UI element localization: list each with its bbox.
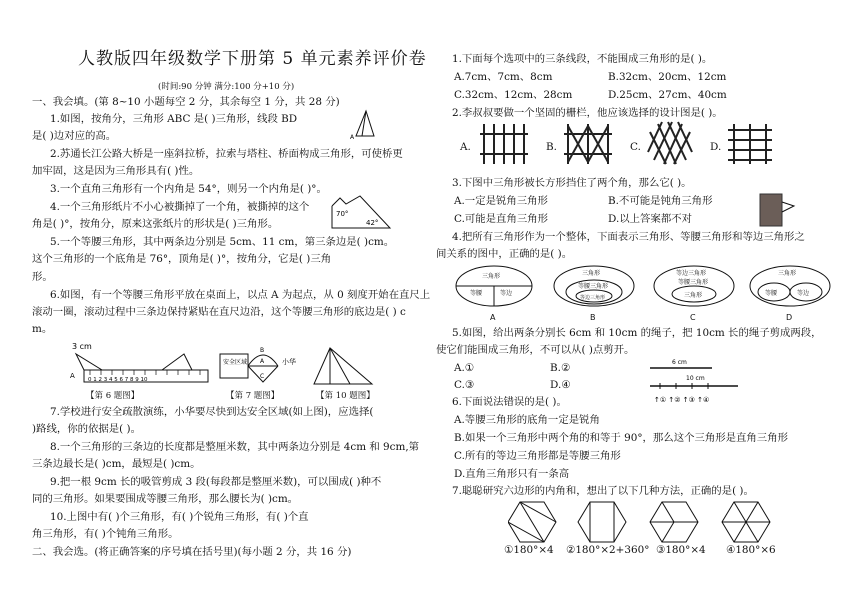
q7-hexagons-figure [508, 500, 808, 544]
angle-70-label: 70° [336, 210, 349, 218]
fence-label-b: B. [546, 141, 557, 153]
q4-line2: 角是( )°，按角分，原来这张纸片的形状是( )三角形。 [32, 218, 279, 230]
r-q6: 6.下面说法错误的是( )。 [452, 396, 567, 408]
r-q3: 3.下图中三角形被长方形挡住了两个角，那么它( )。 [452, 177, 692, 189]
venn-d-iso: 等腰 [765, 290, 778, 297]
r-q5-opt-d: D.④ [550, 379, 571, 391]
ruler-ticks: 0 1 2 3 4 5 6 7 8 9 10 [88, 377, 148, 383]
svg-text:A: A [350, 134, 355, 140]
q4-venn-figures [452, 262, 832, 324]
rope-cut-marks: ↑① ↑② ↑③ ↑④ [654, 396, 710, 404]
venn-label-b: B [590, 313, 596, 322]
q4-torn-triangle-figure [330, 194, 392, 232]
q9-line2: 同的三角形。如果要围成等腰三角形，那么腰长为( )cm。 [32, 493, 299, 505]
q5-line2: 这个三角形的一个底角是 76°，顶角是( )°，按角分，它是( )三角 [32, 253, 332, 265]
q1-triangle-figure [348, 108, 376, 140]
r-q5-opt-a: A.① [454, 362, 475, 374]
venn-d-tri: 三角形 [778, 270, 797, 277]
q6-line1: 6.如图，有一个等腰三角形平放在桌面上，以点 A 为起点，从 0 刻度开始在直尺上 [50, 289, 431, 301]
page-subtitle: (时间:90 分钟 满分:100 分+10 分) [158, 82, 295, 92]
q2-line2: 加牢固，这是因为三角形具有( )性。 [32, 165, 200, 177]
r-q3-opt-c: C.可能是直角三角形 [454, 213, 549, 225]
r-q5-opt-b: B.② [550, 362, 571, 374]
venn-a-tri: 三角形 [482, 273, 501, 280]
q5-line3: 形。 [32, 271, 53, 283]
safe-zone-label: 安全区域 [223, 359, 248, 366]
r-q7: 7.聪聪研究六边形的内角和，想出了以下几种方法，正确的是( )。 [452, 485, 754, 497]
venn-c-tri: 三角形 [684, 292, 703, 299]
fence-label-d: D. [710, 141, 722, 153]
r-q1-opt-d: D.25cm、27cm、40cm [608, 89, 727, 101]
r-q1: 1.下面每个选项中的三条线段，不能围成三角形的是( )。 [452, 53, 713, 65]
r-q6-opt-b: B.如果一个三角形中两个角的和等于 90°，那么这个三角形是直角三角形 [454, 432, 788, 444]
q10-line2: 角三角形，有( )个钝角三角形。 [32, 528, 179, 540]
r-q1-opt-b: B.32cm、20cm、12cm [608, 71, 727, 83]
venn-c-equi: 等边三角形 [676, 270, 707, 277]
q2-line1: 2.苏通长江公路大桥是一座斜拉桥，拉索与塔柱、桥面构成三角形，可使桥更 [50, 148, 403, 160]
q10-triangles-figure [310, 344, 376, 388]
venn-a-iso: 等腰 [470, 290, 483, 297]
venn-b-equi: 等边三角形 [580, 295, 606, 301]
r-q2: 2.李叔叔要做一个坚固的栅栏，他应该选择的设计图是( )。 [452, 107, 723, 119]
q3-line: 3.一个直角三角形有一个内角是 54°，则另一个内角是( )°。 [50, 183, 327, 195]
r-q4-line1: 4.把所有三角形作为一个整体，下面表示三角形、等腰三角形和等边三角形之 [452, 231, 805, 243]
fence-label-a: A. [460, 141, 471, 153]
venn-b-tri: 三角形 [582, 270, 601, 277]
q6-line3: m。 [32, 323, 53, 335]
q8-line1: 8.一个三角形的三条边的长度都是整厘米数，其中两条边分别是 4cm 和 9cm,第 [50, 441, 420, 453]
hex-caption-3: ③180°×4 [656, 544, 706, 556]
rope-6cm-label: 6 cm [672, 359, 687, 366]
r-q1-opt-a: A.7cm、7cm、8cm [454, 71, 553, 83]
venn-label-a: A [490, 313, 496, 322]
hex-caption-1: ①180°×4 [504, 544, 554, 556]
q1-line1: 1.如图，按角分，三角形 ABC 是( )三角形，线段 BD [50, 113, 298, 125]
q1-line2: 是( )边对应的高。 [32, 130, 117, 142]
q7-line1: 7.学校进行安全疏散演练，小华要尽快到达安全区域(如上图)，应选择( [50, 406, 374, 418]
q10-line1: 10.上图中有( )个三角形，有( )个锐角三角形，有( )个直 [50, 511, 309, 523]
hex-caption-2: ②180°×2+360° [566, 544, 650, 556]
svg-text:B: B [260, 347, 265, 354]
q9-line1: 9.把一根 9cm 长的吸管剪成 3 段(每段都是整厘米数)，可以围成( )种不 [50, 476, 382, 488]
venn-b-iso: 等腰三角形 [578, 283, 609, 290]
r-q5-opt-c: C.③ [454, 379, 475, 391]
section1-heading: 一、我会填。(第 8~10 小题每空 2 分，其余每空 1 分，共 28 分) [32, 96, 340, 108]
fence-d-figure [726, 122, 774, 166]
section2-heading: 二、我会选。(将正确答案的序号填在括号里)(每小题 2 分，共 16 分) [32, 546, 352, 558]
svg-text:C: C [260, 373, 265, 380]
r-q6-opt-c: C.所有的等边三角形都是等腰三角形 [454, 450, 621, 462]
fence-a-figure [478, 122, 530, 166]
ruler-point-a: A [70, 372, 75, 380]
r-q4-line2: 间关系的图中，正确的是( )。 [436, 248, 573, 260]
r-q1-opt-c: C.32cm、12cm、28cm [454, 89, 573, 101]
rope-10cm-label: 10 cm [686, 375, 705, 382]
r-q5-line1: 5.如图，给出两条分别长 6cm 和 10cm 的绳子，把 10cm 长的绳子剪成两段， [452, 327, 822, 339]
venn-label-c: C [690, 313, 696, 322]
r-q3-opt-a: A.一定是锐角三角形 [454, 195, 548, 207]
q5-rope-figure [642, 356, 742, 410]
q6-line2: 滚动一圈，滚动过程中三条边保持紧贴在直尺边沿，这个等腰三角形的底边是( ) c [32, 306, 406, 318]
ruler-length-label: 3 cm [72, 342, 92, 351]
xiaohua-label: 小华 [282, 358, 296, 366]
q6-ruler-figure [62, 340, 212, 388]
q7-route-figure [218, 342, 308, 386]
q5-line1: 5.一个等腰三角形，其中两条边分别是 5cm、11 cm，第三条边是( )cm。 [50, 236, 395, 248]
angle-42-label: 42° [366, 219, 379, 227]
fig6-caption: 【第 6 题图】 [86, 391, 140, 401]
fence-label-c: C. [630, 141, 641, 153]
fig10-caption: 【第 10 题图】 [316, 391, 375, 401]
q8-line2: 三条边最长是( )cm，最短是( )cm。 [32, 458, 201, 470]
hex-caption-4: ④180°×6 [726, 544, 776, 556]
q3-hidden-triangle-figure [758, 192, 798, 228]
venn-c-iso: 等腰三角形 [678, 279, 709, 286]
r-q3-opt-d: D.以上答案都不对 [608, 213, 692, 225]
r-q5-line2: 使它们能围成三角形，不可以从( )点剪开。 [436, 344, 635, 356]
fence-c-figure [646, 120, 694, 168]
svg-text:A: A [260, 358, 265, 365]
q7-line2: )路线，你的依据是( )。 [32, 423, 141, 435]
fence-b-figure [562, 122, 614, 166]
r-q6-opt-d: D.直角三角形只有一条高 [454, 468, 570, 480]
r-q3-opt-b: B.不可能是钝角三角形 [608, 195, 713, 207]
venn-a-equi: 等边 [500, 290, 513, 297]
q4-line1: 4.一个三角形纸片不小心被撕掉了一个角，被撕掉的这个 [50, 201, 310, 213]
venn-label-d: D [786, 313, 793, 322]
r-q6-opt-a: A.等腰三角形的底角一定是锐角 [454, 414, 600, 426]
page-title: 人教版四年级数学下册第 5 单元素养评价卷 [78, 49, 427, 69]
fig7-caption: 【第 7 题图】 [226, 391, 280, 401]
venn-d-equi: 等边 [797, 290, 810, 297]
